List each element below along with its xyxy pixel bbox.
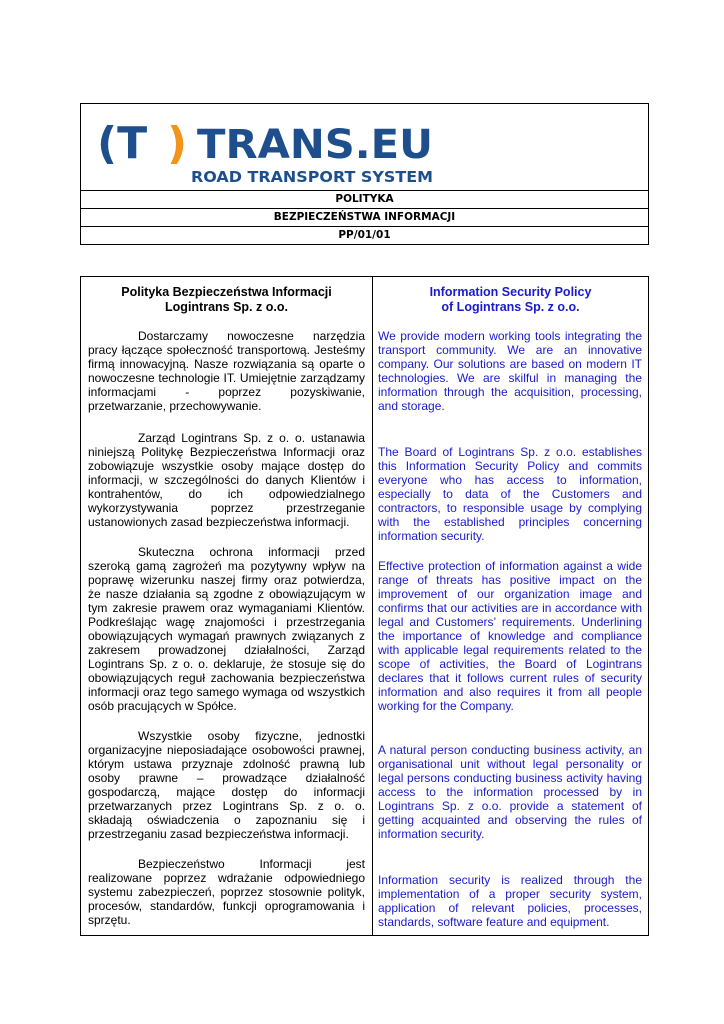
policy-table (80, 276, 649, 936)
polish-paragraph: Skuteczna ochrona informacji przed szeroką gamą zagrożeń ma pozytywny wpływ na poprawę wizerunku naszej firmy oraz potwierdza, że nasze działania są zgodne z obowiązującym w tym zakresie prawem oraz wymaganiami Klientów. Podkreślając wagę znajomości i przestrzegania obowiązujących wymagań prawnych związanych z zakresem prowadzonej działalności, Zarząd Logintrans Sp. z o. o. deklaruje, że stosuje się do obowiązujących reguł zachowania bezpieczeństwa informacji oraz tego samego wymaga od wszystkich osób pracujących w Spółce. (88, 545, 365, 713)
english-paragraph: The Board of Logintrans Sp. z o.o. establishes this Information Security Policy and commits everyone who has access to information, especially to data of the Customers and contractors, to responsible usage by complying with the established principles concerning information security. (378, 445, 642, 543)
polish-paragraph: Bezpieczeństwo Informacji jest realizowane poprzez wdrażanie odpowiedniego systemu zabezpieczeń, poprzez stosownie polityk, procesów, standardów, funkcji oprogramowania i sprzętu. (88, 857, 365, 927)
english-paragraph: We provide modern working tools integrating the transport community. We are an innovative company. Our solutions are based on modern IT technologies. We are skilful in managing the information through the acquisition, processing, and storage. (378, 329, 642, 413)
logo-name: TRANS.EU (197, 122, 433, 168)
english-column (373, 277, 648, 935)
header-line-policy: POLITYKA (81, 190, 648, 207)
logo-symbol-left: (T (97, 118, 148, 169)
header-line-title: BEZPIECZEŃSTWA INFORMACJI (81, 208, 648, 225)
english-title (373, 285, 648, 315)
polish-paragraph: Dostarczamy nowoczesne narzędzia pracy łączące społeczność transportową. Jesteśmy firmą innowacyjną. Nasze rozwiązania są oparte o nowoczesne technologie IT. Umiejętnie zarządzamy informacjami - poprzez pozyskiwanie, przetwarzanie, przechowywanie. (88, 329, 365, 413)
english-title-line1: Information Security Policy (429, 285, 592, 299)
polish-column (81, 277, 372, 935)
document-header (80, 103, 649, 245)
polish-paragraph: Wszystkie osoby fizyczne, jednostki organizacyjne nieposiadające osobowości prawnej, którym ustawa przyznaje zdolność prawną lub osoby prawne – prowadzące działalność gospodarczą, mające dostęp do informacji przetwarzanych przez Logintrans Sp. z o. o. składają oświadczenia o zapoznaniu się i przestrzeganiu zasad bezpieczeństwa informacji. (88, 729, 365, 841)
logo-symbol-right: ) (167, 118, 188, 169)
logo-tagline: ROAD TRANSPORT SYSTEM (191, 168, 433, 186)
polish-title (81, 285, 372, 315)
english-paragraph: A natural person conducting business activity, an organisational unit without legal personality or legal persons conducting business activity having access to the information processed by in Logintrans Sp. z o.o. provide a statement of getting acquainted and observing the rules of information security. (378, 743, 642, 841)
english-paragraph: Effective protection of information against a wide range of threats has positive impact on the improvement of our organization image and confirms that our activities are in accordance with legal and Customers’ requirements. Underlining the importance of knowledge and compliance with applicable legal requirements related to the scope of activities, the Board of Logintrans declares that it follows current rules of security information and also requires it from all people working for the Company. (378, 559, 642, 713)
polish-title-line1: Polityka Bezpieczeństwa Informacji (121, 285, 332, 299)
polish-title-line2: Logintrans Sp. z o.o. (165, 300, 288, 314)
polish-paragraph: Zarząd Logintrans Sp. z o. o. ustanawia niniejszą Politykę Bezpieczeństwa Informacji oraz zobowiązuje wszystkie osoby mające dostęp do informacji, w szczególności do danych Klientów i kontrahentów, do ich odpowiedzialnego wykorzystywania poprzez przestrzeganie ustanowionych zasad bezpieczeństwa informacji. (88, 431, 365, 529)
header-line-code: PP/01/01 (81, 226, 648, 243)
english-title-line2: of Logintrans Sp. z o.o. (441, 300, 580, 314)
trans-eu-logo (93, 116, 443, 186)
english-paragraph: Information security is realized through the implementation of a proper security system, application of relevant policies, processes, standards, software feature and equipment. (378, 873, 642, 929)
